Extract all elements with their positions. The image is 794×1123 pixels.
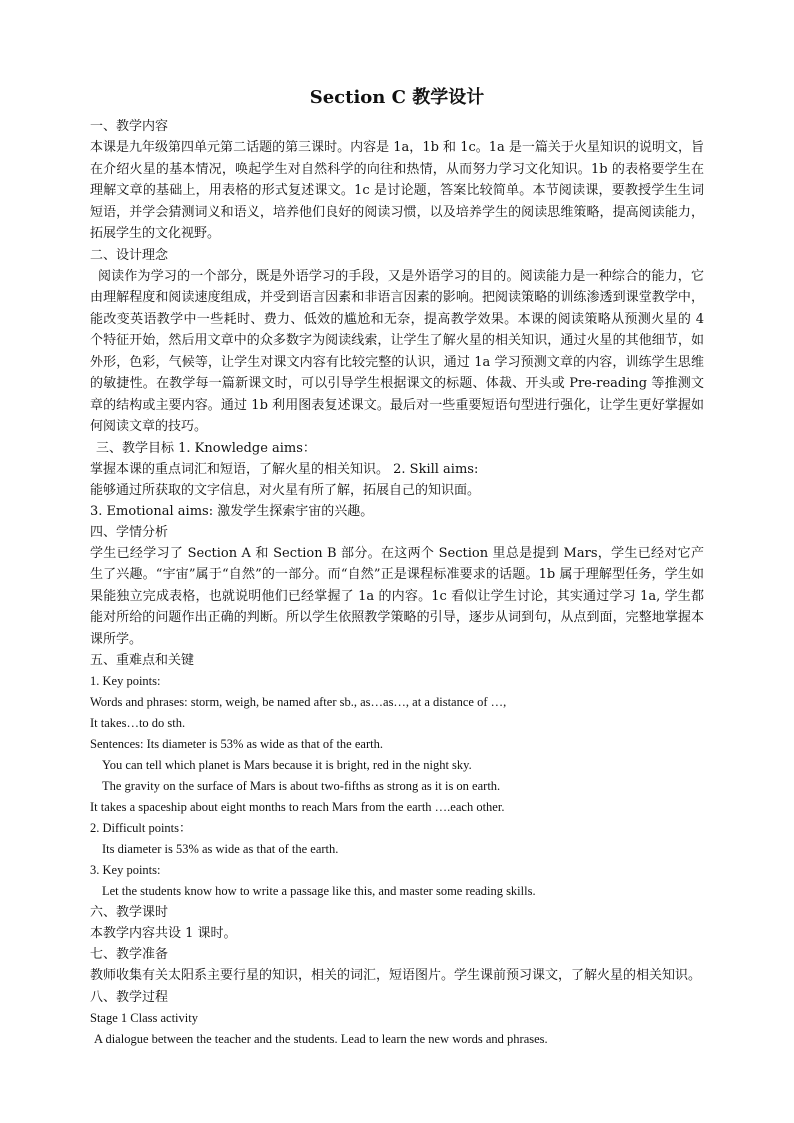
difficult-points-label: 2. Difficult points：	[90, 821, 192, 835]
paragraph-teaching-content: 本课是九年级第四单元第二话题的第三课时。内容是 1a，1b 和 1c。1a 是一篇关于火星知识的说明文，旨在介绍火星的基本情况，唤起学生对自然科学的向往和热情，从而努力学习文化知识。1b 的表格要学生在理解文章的基础上，用表格的形式复述课文。1c 是讨论题，答案比较简单。本节阅读课，要教授学生生词短语，并学会猜测词义和语义，培养他们良好的阅读习惯，以及培养学生的阅读思维策略，提高阅读能力，拓展学生的文化视野。	[90, 140, 704, 241]
key-words-phrases: Words and phrases: storm, weigh, be named after sb., as…as…, at a distance of …,	[90, 695, 507, 709]
key-phrase-it-takes: It takes…to do sth.	[90, 716, 186, 730]
heading-teaching-content: 一、教学内容	[90, 119, 169, 134]
document-page	[90, 86, 704, 1050]
stage-1-text: A dialogue between the teacher and the students. Lead to learn the new words and phrases.	[94, 1031, 548, 1046]
heading-teaching-goals: 三、教学目标 1. Knowledge aims：	[96, 440, 316, 456]
key-sentence-4: It takes a spaceship about eight months to reach Mars from the earth ….each other.	[90, 800, 505, 814]
goal-line-1: 掌握本课的重点词汇和短语，了解火星的相关知识。 2. Skill aims:	[90, 461, 479, 477]
paragraph-preparation: 教师收集有关太阳系主要行星的知识，相关的词汇，短语图片。学生课前预习课文，了解火星的相关知识。	[90, 968, 702, 983]
heading-class-hours: 六、教学课时	[90, 905, 169, 920]
difficult-sentence: Its diameter is 53% as wide as that of the earth.	[102, 842, 339, 856]
key-points-label: 1. Key points:	[90, 674, 161, 688]
paragraph-design-concept: 阅读作为学习的一个部分，既是外语学习的手段，又是外语学习的目的。阅读能力是一种综合的能力，它由理解程度和阅读速度组成，并受到语言因素和非语言因素的影响。把阅读策略的训练渗透到课堂教学中，能改变英语教学中一些耗时、费力、低效的尴尬和无奈，提高教学效果。本课的阅读策略从预测火星的 4 个特征开始，然后用文章中的众多数字为阅读线索，让学生了解火星的相关知识，通过火星的其他细节，如外形，色彩，气候等，让学生对课文内容有比较完整的认识，通过 1a 学习预测文章的内容，训练学生思维的敏捷性。在教学每一篇新课文时，可以引导学生根据课文的标题、体裁、开头或 Pre-reading 等推测文章的结构或主要内容。通过 1b 利用图表复述课文。最后对一些重要短语句型进行强化，让学生更好掌握如何阅读文章的技巧。	[90, 268, 704, 434]
heading-teaching-process: 八、教学过程	[90, 989, 169, 1005]
key-points-text: Let the students know how to write a passage like this, and master some reading skills.	[102, 884, 536, 898]
class-hours-text: 本教学内容共设 1 课时。	[90, 926, 237, 941]
stage-1-label: Stage 1 Class activity	[90, 1010, 198, 1025]
goal-line-3: 3. Emotional aims: 激发学生探索宇宙的兴趣。	[90, 503, 374, 519]
heading-preparation: 七、教学准备	[90, 947, 169, 962]
key-sentence-3: The gravity on the surface of Mars is about two-fifths as strong as it is on earth.	[102, 779, 501, 793]
document-title: Section C 教学设计	[309, 87, 485, 108]
key-points-label-2: 3. Key points:	[90, 863, 161, 877]
key-sentence-2: You can tell which planet is Mars because it is bright, red in the night sky.	[102, 758, 472, 772]
heading-key-points: 五、重难点和关键	[90, 653, 195, 668]
paragraph-student-analysis: 学生已经学习了 Section A 和 Section B 部分。在这两个 Section 里总是提到 Mars，学生已经对它产生了兴趣。“宇宙”属于“自然”的一部分。而“自然”正是课程标准要求的话题。1b 属于理解型任务，学生如果能独立完成表格，也就说明他们已经掌握了 1a 的内容。1c 看似让学生讨论，其实通过学习 1a, 学生都能对所给的问题作出正确的判断。所以学生依照教学策略的引导，逐步从词到句，从点到面，完整地掌握本课所学。	[90, 545, 704, 647]
goal-line-2: 能够通过所获取的文字信息，对火星有所了解，拓展自己的知识面。	[90, 482, 481, 498]
heading-student-analysis: 四、学情分析	[90, 524, 169, 540]
key-sentence-1: Sentences: Its diameter is 53% as wide as that of the earth.	[90, 737, 383, 751]
heading-design-concept: 二、设计理念	[90, 247, 169, 263]
